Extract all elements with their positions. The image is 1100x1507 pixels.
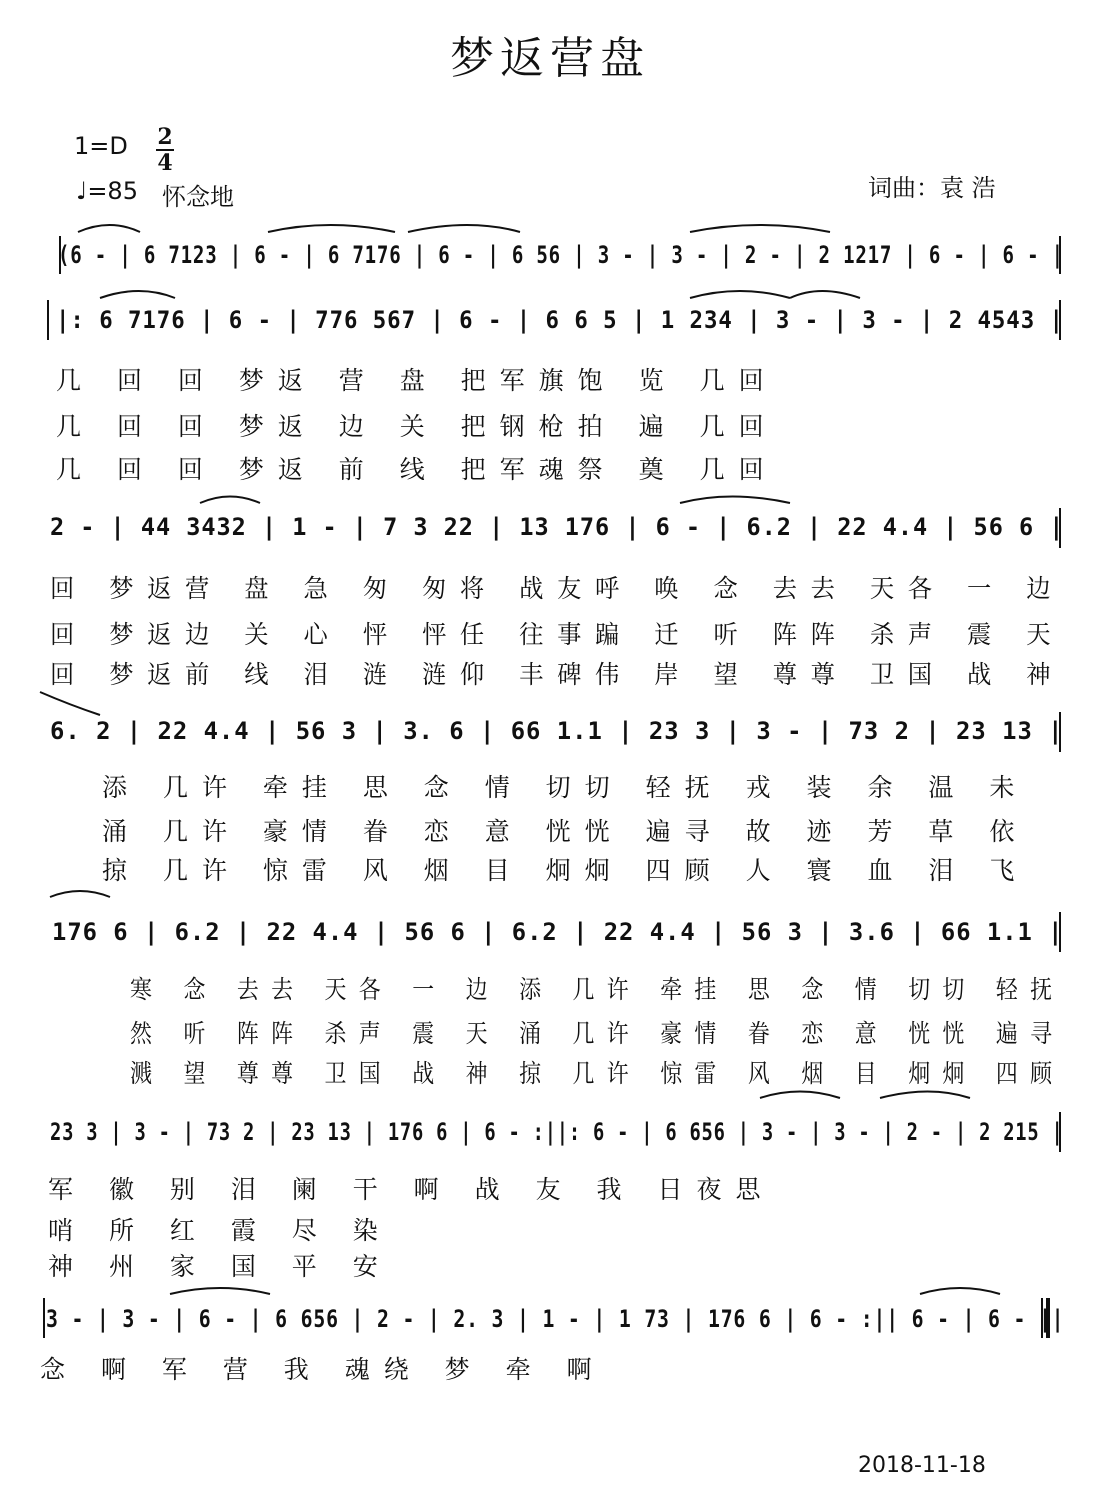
time-signature-bottom: 4 [157,150,173,176]
system-2-lyric-2: 几 回 回 梦返 边 关 把钢枪拍 遍 几回 [56,412,778,441]
system-6-notes: 23 3 | 3 - | 73 2 | 23 13 | 176 6 | 6 - :||: 6 - | 6 656 | 3 - | 3 - | 2 - | 2 215 | [50,1118,1064,1146]
system-4-lyric-3: 掠 几许 惊雷 风 烟 目 炯炯 四顾 人 寰 血 泪 飞 [102,856,1029,885]
system-3-notes: 2 - | 44 3432 | 1 - | 7 3 22 | 13 176 | 6 - | 6.2 | 22 4.4 | 56 6 | [50,513,1065,541]
system-4-lyric-1: 添 几许 牵挂 思 念 情 切切 轻抚 戎 装 余 温 未 [102,773,1029,802]
system-1-notes: (6 - | 6 7123 | 6 - | 6 7176 | 6 - | 6 56 | 3 - | 3 - | 2 - | 2 1217 | 6 - | 6 - | [58,241,1064,269]
credits: 词曲：袁 浩 [868,174,996,202]
date-stamp: 2018-11-18 [858,1453,986,1478]
system-5-notes: 176 6 | 6.2 | 22 4.4 | 56 6 | 6.2 | 22 4.4 | 56 3 | 3.6 | 66 1.1 | [52,918,1064,946]
song-title: 梦返营盘 [450,33,650,84]
system-5-lyric-1: 寒 念 去去 天各 一 边 添 几许 牵挂 思 念 情 切切 轻抚 [130,975,1065,1004]
system-6-lyric-1: 军 徽 别 泪 阑 干 啊 战 友 我 日夜思 [48,1175,775,1204]
key-signature: 1=D [74,132,128,160]
system-6-lyric-3: 神 州 家 国 平 安 [48,1252,392,1281]
system-6-lyric-2: 哨 所 红 霞 尽 染 [48,1216,392,1245]
system-4-lyric-2: 涌 几许 豪情 眷 恋 意 恍恍 遍寻 故 迹 芳 草 依 [102,817,1029,846]
system-5-lyric-2: 然 听 阵阵 杀声 震 天 涌 几许 豪情 眷 恋 意 恍恍 遍寻 [130,1019,1065,1048]
system-2-lyric-3: 几 回 回 梦返 前 线 把军魂祭 奠 几回 [56,455,778,484]
expression-marking: 怀念地 [162,183,234,211]
system-7-lyric-1: 念 啊 军 营 我 魂绕 梦 牵 啊 [40,1355,606,1384]
time-signature-top: 2 [157,124,173,150]
system-3-lyric-3: 回 梦返前 线 泪 涟 涟仰 丰碑伟 岸 望 尊尊 卫国 战 神 [50,660,1065,689]
system-2-notes: |: 6 7176 | 6 - | 776 567 | 6 - | 6 6 5 | 1 234 | 3 - | 3 - | 2 4543 | [56,306,1064,334]
system-4-notes: 6. 2 | 22 4.4 | 56 3 | 3. 6 | 66 1.1 | 23 3 | 3 - | 73 2 | 23 13 | [50,717,1064,745]
system-5-lyric-3: 溅 望 尊尊 卫国 战 神 掠 几许 惊雷 风 烟 目 炯炯 四顾 [130,1059,1065,1088]
system-3-lyric-2: 回 梦返边 关 心 怦 怦任 往事蹁 迁 听 阵阵 杀声 震 天 [50,620,1065,649]
system-3-lyric-1: 回 梦返营 盘 急 匆 匆将 战友呼 唤 念 去去 天各 一 边 [50,574,1065,603]
system-7-notes: 3 - | 3 - | 6 - | 6 656 | 2 - | 2. 3 | 1 - | 1 73 | 176 6 | 6 - :|| 6 - | 6 - || [46,1305,1065,1333]
tempo-marking: ♩=85 [76,177,138,205]
system-2-lyric-1: 几 回 回 梦返 营 盘 把军旗饱 览 几回 [56,366,778,395]
